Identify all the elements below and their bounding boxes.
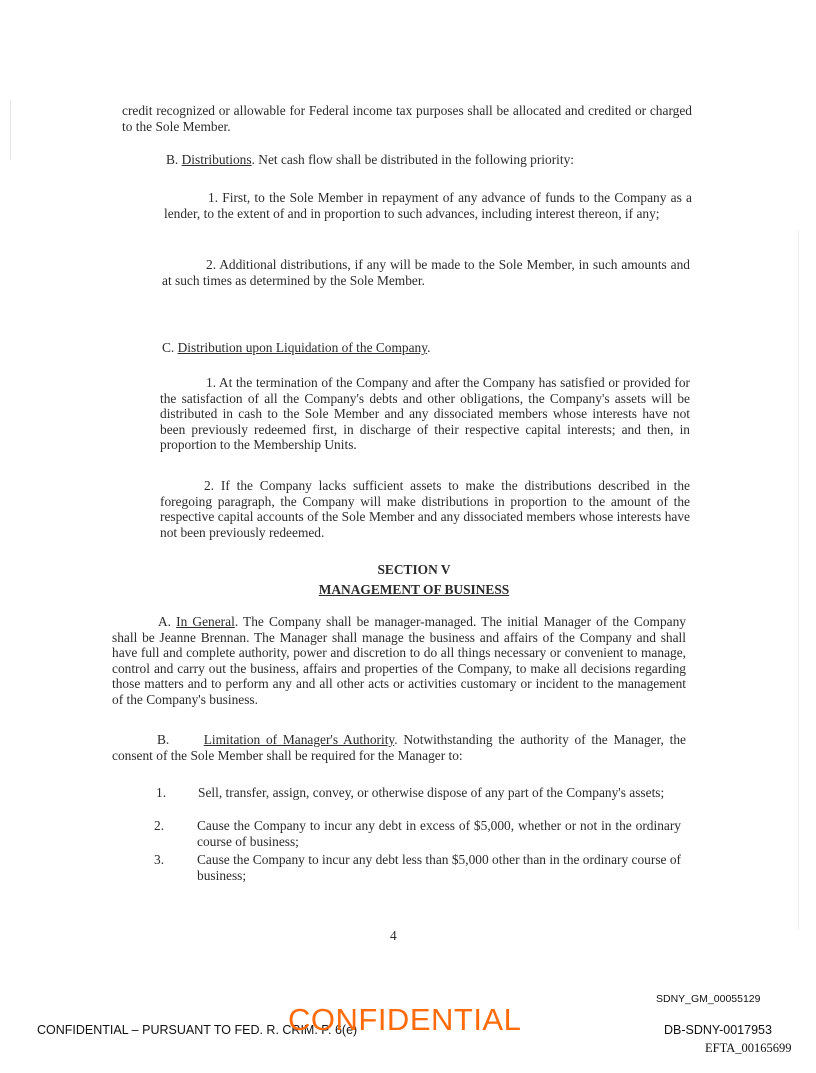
distributions-heading [166, 152, 696, 168]
bates-db-stamp: DB-SDNY-0017953 [664, 1023, 772, 1037]
general-paragraph [112, 614, 686, 707]
limitation-letter: B. [157, 732, 170, 747]
liquidation-title-end: . [427, 340, 431, 355]
limitation-text: . Notwithstanding the authority of the Manager, the consent of the Sole Member shall be required for the Manager to: [112, 732, 686, 763]
limitation-title: Limitation of Manager's Authority [203, 732, 395, 747]
section-number: SECTION V [377, 562, 451, 577]
liquidation-heading [162, 340, 692, 356]
limitation-item-2-number: 2. [154, 818, 165, 833]
limitation-item-3-number: 3. [154, 852, 165, 867]
bates-gm-stamp: SDNY_GM_00055129 [656, 993, 761, 1005]
distributions-text: . Net cash flow shall be distributed in the following priority: [251, 152, 575, 167]
distributions-title: Distributions [181, 152, 252, 167]
general-letter: A. [158, 614, 172, 629]
liquidation-letter: C. [162, 340, 175, 355]
page-number: 4 [390, 928, 397, 943]
limitation-item-3-text: Cause the Company to incur any debt less than $5,000 other than in the ordinary course of business; [197, 852, 681, 883]
scan-artifact-right [798, 230, 799, 930]
limitation-item-2-text: Cause the Company to incur any debt in excess of $5,000, whether or not in the ordinary course of business; [197, 818, 681, 849]
efta-stamp: EFTA_00165699 [705, 1041, 792, 1055]
distributions-letter: B. [166, 152, 179, 167]
distributions-item-2: 2. Additional distributions, if any will be made to the Sole Member, in such amounts and at such times as determined by the Sole Member. [162, 257, 690, 288]
confidential-notice: CONFIDENTIAL – PURSUANT TO FED. R. CRIM. P. 6(e) [37, 1023, 358, 1037]
limitation-item-1-text: Sell, transfer, assign, convey, or otherwise dispose of any part of the Company's assets; [198, 785, 665, 800]
liquidation-item-2: 2. If the Company lacks sufficient assets to make the distributions described in the foregoing paragraph, the Company will make distributions in proportion to the amount of the respective capital accounts of the Sole Member and any dissociated members whose interests have not been previously redeemed. [160, 478, 690, 540]
general-text: . The Company shall be manager-managed. The initial Manager of the Company shall be Jeanne Brennan. The Manager shall manage the business and affairs of the Company and shall have full and complete authority, power and discretion to do all things necessary or convenient to manage, control and carry out the business, affairs and properties of the Company, to make all decisions regarding those matters and to perform any and all other acts or activities customary or incident to the management of the Company's business. [112, 614, 686, 707]
distributions-item-1: 1. First, to the Sole Member in repayment of any advance of funds to the Company as a lender, to the extent of and in proportion to such advances, including interest thereon, if any; [164, 190, 692, 221]
liquidation-title: Distribution upon Liquidation of the Company [177, 340, 428, 355]
section-title: MANAGEMENT OF BUSINESS [318, 582, 510, 597]
confidential-watermark: CONFIDENTIAL [288, 1002, 522, 1037]
general-title: In General [176, 614, 235, 629]
liquidation-item-1: 1. At the termination of the Company and after the Company has satisfied or provided for the satisfaction of all the Company's debts and other obligations, the Company's assets will be distributed in cash to the Sole Member and any dissociated members whose interests have not been previously redeemed first, in discharge of their respective capital interests; and then, in proportion to the Membership Units. [160, 375, 690, 452]
intro-paragraph: credit recognized or allowable for Federal income tax purposes shall be allocated and credited or charged to the Sole Member. [122, 103, 692, 134]
scan-artifact-left [10, 100, 11, 160]
limitation-paragraph [112, 732, 686, 763]
limitation-item-1-number: 1. [156, 785, 167, 800]
